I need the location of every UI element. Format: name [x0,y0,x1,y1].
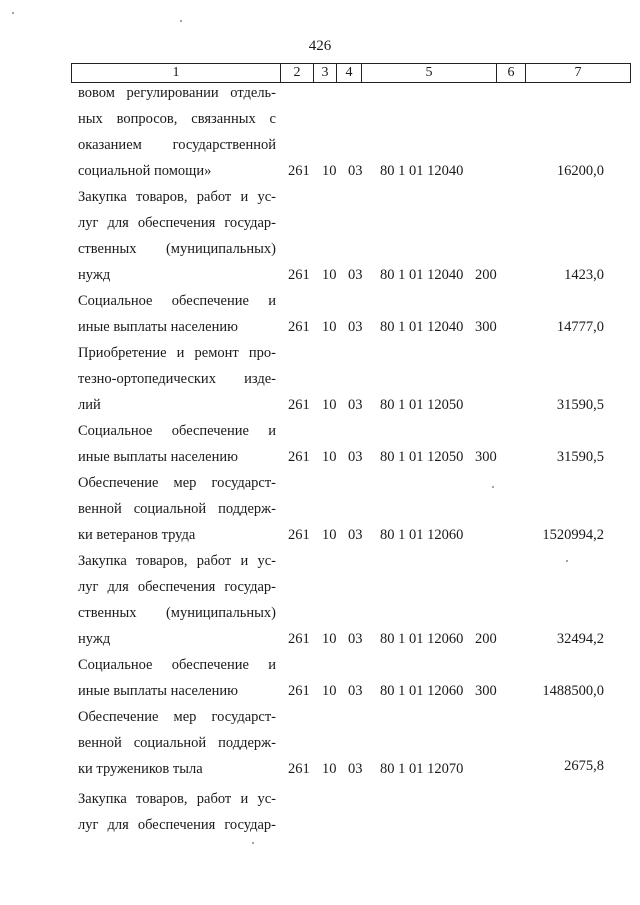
description-line: Социальное обеспечение и [78,293,276,309]
section-cell: 10 [322,527,337,543]
column-header-5: 5 [362,64,497,83]
scan-speck [252,842,254,844]
subsection-cell: 03 [348,163,363,179]
target-article-cell: 80 1 01 12060 [380,683,464,699]
description-line: венной социальной поддерж- [78,735,276,751]
subsection-cell: 03 [348,683,363,699]
description-line: луг для обеспечения государ- [78,579,276,595]
column-header-7: 7 [526,64,631,83]
row-description [78,470,276,548]
column-header-2: 2 [281,64,314,83]
description-line: ных вопросов, связанных с [78,111,276,127]
section-cell: 10 [322,631,337,647]
description-line: Социальное обеспечение и [78,423,276,439]
description-line: Закупка товаров, работ и ус- [78,189,276,205]
scan-speck [566,560,568,562]
scan-speck [180,20,182,22]
column-header-4: 4 [337,64,362,83]
description-line: ки тружеников тыла [78,761,203,777]
description-line: иные выплаты населению [78,683,238,699]
row-description [78,184,276,288]
code-cell: 261 [288,527,310,543]
description-line: оказанием государственной [78,137,276,153]
target-article-cell: 80 1 01 12040 [380,319,464,335]
row-description [78,652,276,704]
description-line: луг для обеспечения государ- [78,215,276,231]
row-description [78,704,276,782]
expense-type-cell: 200 [475,631,497,647]
target-article-cell: 80 1 01 12070 [380,761,464,777]
subsection-cell: 03 [348,397,363,413]
amount-cell: 31590,5 [556,449,604,465]
description-line: Закупка товаров, работ и ус- [78,791,276,807]
subsection-cell: 03 [348,319,363,335]
description-line: Приобретение и ремонт про- [78,345,276,361]
code-cell: 261 [288,267,310,283]
section-cell: 10 [322,761,337,777]
section-cell: 10 [322,683,337,699]
description-line: нужд [78,267,111,283]
description-line: иные выплаты населению [78,319,238,335]
amount-cell: 14777,0 [556,319,604,335]
amount-cell: 1423,0 [564,267,604,283]
section-cell: 10 [322,163,337,179]
expense-type-cell: 300 [475,683,497,699]
target-article-cell: 80 1 01 12050 [380,449,464,465]
amount-cell: 32494,2 [556,631,604,647]
description-line: иные выплаты населению [78,449,238,465]
target-article-cell: 80 1 01 12050 [380,397,464,413]
code-cell: 261 [288,319,310,335]
description-line: Закупка товаров, работ и ус- [78,553,276,569]
expense-type-cell: 300 [475,319,497,335]
description-line: Социальное обеспечение и [78,657,276,673]
description-line: социальной помощи» [78,163,212,179]
description-line: ственных (муниципальных) [78,605,276,621]
row-description [78,786,276,838]
description-line: луг для обеспечения государ- [78,817,276,833]
section-cell: 10 [322,319,337,335]
expense-type-cell: 200 [475,267,497,283]
target-article-cell: 80 1 01 12060 [380,631,464,647]
description-line: Обеспечение мер государст- [78,709,276,725]
amount-cell: 1488500,0 [542,683,604,699]
description-line: вовом регулировании отдель- [78,85,276,101]
description-line: Обеспечение мер государст- [78,475,276,491]
code-cell: 261 [288,631,310,647]
description-line: ки ветеранов труда [78,527,196,543]
subsection-cell: 03 [348,527,363,543]
description-line: нужд [78,631,111,647]
row-description [78,418,276,470]
scan-speck [12,12,14,14]
code-cell: 261 [288,761,310,777]
code-cell: 261 [288,683,310,699]
subsection-cell: 03 [348,267,363,283]
description-line: тезно-ортопедических изде- [78,371,276,387]
section-cell: 10 [322,449,337,465]
target-article-cell: 80 1 01 12040 [380,163,464,179]
section-cell: 10 [322,267,337,283]
amount-cell: 16200,0 [556,163,604,179]
code-cell: 261 [288,163,310,179]
subsection-cell: 03 [348,761,363,777]
expense-type-cell: 300 [475,449,497,465]
row-description [78,80,276,184]
page-number: 426 [308,38,332,54]
description-line: лий [78,397,101,413]
subsection-cell: 03 [348,631,363,647]
column-header-3: 3 [314,64,337,83]
subsection-cell: 03 [348,449,363,465]
row-description [78,288,276,340]
amount-cell: 1520994,2 [542,527,604,543]
target-article-cell: 80 1 01 12040 [380,267,464,283]
target-article-cell: 80 1 01 12060 [380,527,464,543]
amount-cell: 2675,8 [564,758,604,774]
column-header-1: 1 [72,64,281,83]
description-line: венной социальной поддерж- [78,501,276,517]
code-cell: 261 [288,449,310,465]
row-description [78,340,276,418]
column-header-6: 6 [497,64,526,83]
row-description [78,548,276,652]
amount-cell: 31590,5 [556,397,604,413]
section-cell: 10 [322,397,337,413]
description-line: ственных (муниципальных) [78,241,276,257]
scan-speck [492,486,494,488]
code-cell: 261 [288,397,310,413]
